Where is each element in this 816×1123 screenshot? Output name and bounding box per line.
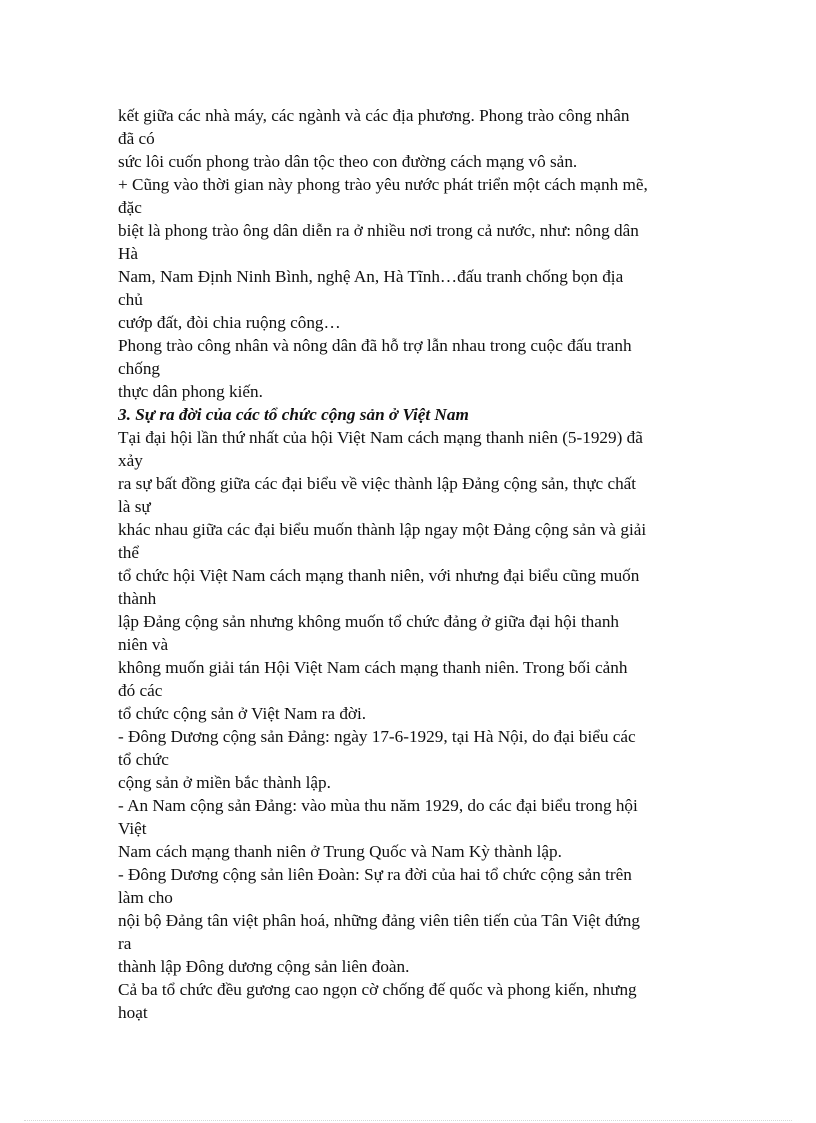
text-line: chủ <box>118 290 143 309</box>
text-line: tổ chức hội Việt Nam cách mạng thanh niên, với nhưng đại biểu cũng muốn <box>118 566 640 585</box>
text-line: sức lôi cuốn phong trào dân tộc theo con đường cách mạng vô sản. <box>118 152 578 171</box>
text-line: ra <box>118 934 132 953</box>
text-line: đã có <box>118 129 155 148</box>
text-line: lập Đảng cộng sản nhưng không muốn tổ chức đảng ở giữa đại hội thanh <box>118 612 620 631</box>
text-line: - Đông Dương cộng sản Đảng: ngày 17-6-1929, tại Hà Nội, do đại biểu các <box>118 727 636 746</box>
text-line: khác nhau giữa các đại biểu muốn thành lập ngay một Đảng cộng sản và giải <box>118 520 647 539</box>
text-line: + Cũng vào thời gian này phong trào yêu nước phát triển một cách mạnh mẽ, <box>118 175 648 194</box>
text-line: cướp đất, đòi chia ruộng công… <box>118 313 341 332</box>
text-line: đặc <box>118 198 142 217</box>
text-line: Tại đại hội lần thứ nhất của hội Việt Nam cách mạng thanh niên (5-1929) đã <box>118 428 643 447</box>
text-line: chống <box>118 359 161 378</box>
text-line: hoạt <box>118 1003 148 1022</box>
text-line: không muốn giải tán Hội Việt Nam cách mạng thanh niên. Trong bối cảnh <box>118 658 628 677</box>
text-line: thành <box>118 589 157 608</box>
text-line: tổ chức cộng sản ở Việt Nam ra đời. <box>118 704 367 723</box>
text-line: cộng sản ở miền bắc thành lập. <box>118 773 331 792</box>
text-line: Cả ba tổ chức đều gương cao ngọn cờ chống đế quốc và phong kiến, nhưng <box>118 980 637 999</box>
text-line: nội bộ Đảng tân việt phân hoá, những đảng viên tiên tiến của Tân Việt đứng <box>118 911 640 930</box>
text-line: thể <box>118 543 139 562</box>
text-line: biệt là phong trào ông dân diễn ra ở nhiều nơi trong cả nước, như: nông dân <box>118 221 639 240</box>
text-line: Phong trào công nhân và nông dân đã hỗ trợ lẫn nhau trong cuộc đấu tranh <box>118 336 632 355</box>
page-bottom-rule <box>24 1120 792 1121</box>
text-line: làm cho <box>118 888 173 907</box>
text-line: niên và <box>118 635 169 654</box>
document-body <box>118 104 708 1024</box>
text-line: - An Nam cộng sản Đảng: vào mùa thu năm 1929, do các đại biểu trong hội <box>118 796 638 815</box>
text-line: Nam cách mạng thanh niên ở Trung Quốc và Nam Kỳ thành lập. <box>118 842 562 861</box>
text-line: ra sự bất đồng giữa các đại biểu về việc thành lập Đảng cộng sản, thực chất <box>118 474 637 493</box>
text-line: đó các <box>118 681 163 700</box>
text-line: thành lập Đông dương cộng sản liên đoàn. <box>118 957 410 976</box>
text-line: xảy <box>118 451 143 470</box>
text-line: Việt <box>118 819 147 838</box>
text-line: Nam, Nam Định Ninh Bình, nghệ An, Hà Tĩnh…đấu tranh chống bọn địa <box>118 267 624 286</box>
text-line: kết giữa các nhà máy, các ngành và các địa phương. Phong trào công nhân <box>118 106 630 125</box>
text-line: tổ chức <box>118 750 169 769</box>
section-heading: 3. Sự ra đời của các tổ chức cộng sản ở Việt Nam <box>118 405 469 424</box>
text-line: Hà <box>118 244 139 263</box>
text-line: - Đông Dương cộng sản liên Đoàn: Sự ra đời của hai tổ chức cộng sản trên <box>118 865 632 884</box>
text-line: thực dân phong kiến. <box>118 382 263 401</box>
text-line: là sự <box>118 497 151 516</box>
